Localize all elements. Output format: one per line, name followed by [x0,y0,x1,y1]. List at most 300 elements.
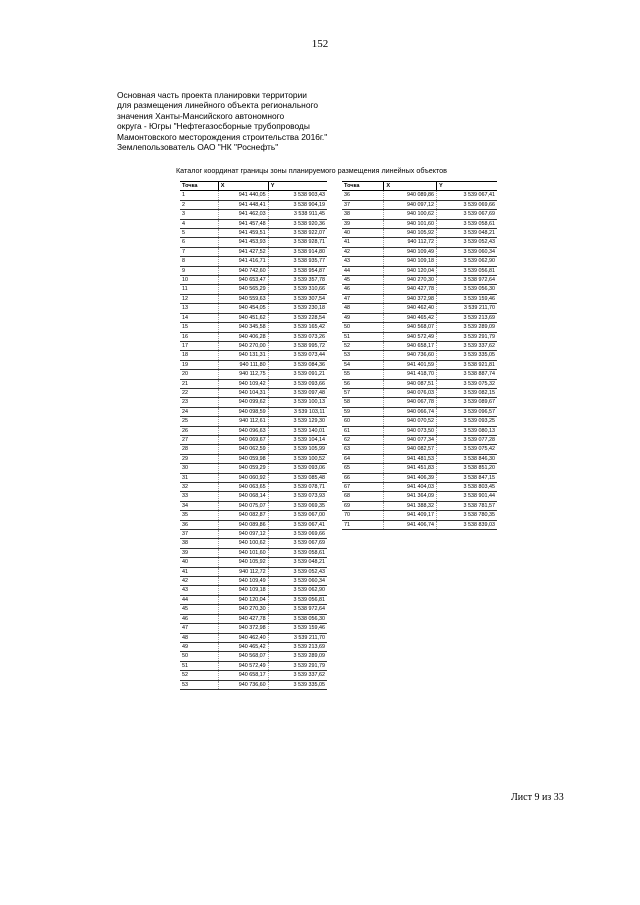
point-number-cell: 2 [180,200,218,209]
table-body-left [180,191,327,690]
table-header-row [342,182,497,191]
y-coordinate-cell: 3 539 310,66 [268,285,327,294]
point-number-cell: 60 [342,417,384,426]
y-coordinate-cell: 3 539 052,43 [268,567,327,576]
point-number-cell: 30 [180,464,218,473]
x-coordinate-cell: 941 409,17 [384,511,437,520]
point-number-cell: 28 [180,445,218,454]
y-coordinate-cell: 3 539 097,48 [268,388,327,397]
table-row [180,285,327,294]
point-number-cell: 4 [180,219,218,228]
x-coordinate-cell: 940 653,47 [218,276,268,285]
y-coordinate-cell: 3 539 060,34 [437,247,497,256]
point-number-cell: 46 [342,285,384,294]
table-row [180,530,327,539]
x-coordinate-cell: 940 109,42 [218,379,268,388]
x-coordinate-cell: 941 462,03 [218,210,268,219]
point-number-cell: 41 [180,567,218,576]
table-row [342,276,497,285]
table-row [342,191,497,200]
x-coordinate-cell: 940 406,28 [218,332,268,341]
y-coordinate-cell: 3 538 847,15 [437,473,497,482]
y-coordinate-cell: 3 539 096,57 [437,407,497,416]
table-row [342,238,497,247]
table-row [180,464,327,473]
table-row [180,370,327,379]
table-row [180,388,327,397]
table-body-right [342,191,497,530]
y-coordinate-cell: 3 539 067,41 [437,191,497,200]
y-coordinate-cell: 3 539 230,18 [268,304,327,313]
table-row [180,304,327,313]
x-coordinate-cell: 941 388,32 [384,501,437,510]
x-coordinate-cell: 941 459,51 [218,229,268,238]
table-row [180,257,327,266]
table-row [342,304,497,313]
x-coordinate-cell: 940 109,49 [218,577,268,586]
table-row [342,360,497,369]
point-number-cell: 15 [180,323,218,332]
column-header-y: Y [268,182,327,191]
table-row [180,341,327,350]
x-coordinate-cell: 940 462,40 [218,633,268,642]
point-number-cell: 64 [342,454,384,463]
point-number-cell: 39 [180,548,218,557]
y-coordinate-cell: 3 539 289,09 [268,652,327,661]
point-number-cell: 40 [180,558,218,567]
x-coordinate-cell: 940 568,07 [384,323,437,332]
y-coordinate-cell: 3 539 073,44 [268,351,327,360]
table-row [342,294,497,303]
point-number-cell: 7 [180,247,218,256]
table-row [180,633,327,642]
point-number-cell: 38 [342,210,384,219]
y-coordinate-cell: 3 539 069,66 [437,200,497,209]
x-coordinate-cell: 940 076,03 [384,388,437,397]
table-row [180,595,327,604]
x-coordinate-cell: 940 736,60 [218,680,268,689]
point-number-cell: 44 [180,595,218,604]
coordinates-table-right [342,181,497,530]
point-number-cell: 26 [180,426,218,435]
table-row [342,492,497,501]
table-row [180,680,327,689]
y-coordinate-cell: 3 539 357,78 [268,276,327,285]
y-coordinate-cell: 3 539 062,90 [437,257,497,266]
table-row [342,483,497,492]
y-coordinate-cell: 3 539 056,30 [437,285,497,294]
table-row [180,435,327,444]
x-coordinate-cell: 940 120,04 [384,266,437,275]
table-row [342,257,497,266]
point-number-cell: 37 [342,200,384,209]
point-number-cell: 1 [180,191,218,200]
table-row [180,539,327,548]
point-number-cell: 9 [180,266,218,275]
point-number-cell: 3 [180,210,218,219]
point-number-cell: 61 [342,426,384,435]
table-row [180,567,327,576]
y-coordinate-cell: 3 539 213,69 [437,313,497,322]
y-coordinate-cell: 3 539 291,79 [437,332,497,341]
table-row [180,407,327,416]
point-number-cell: 71 [342,520,384,529]
x-coordinate-cell: 940 087,51 [384,379,437,388]
point-number-cell: 37 [180,530,218,539]
y-coordinate-cell: 3 539 075,42 [437,445,497,454]
x-coordinate-cell: 940 454,05 [218,304,268,313]
point-number-cell: 24 [180,407,218,416]
table-row [342,417,497,426]
x-coordinate-cell: 940 109,49 [384,247,437,256]
y-coordinate-cell: 3 539 089,67 [437,398,497,407]
y-coordinate-cell: 3 539 093,25 [437,417,497,426]
y-coordinate-cell: 3 539 048,21 [268,558,327,567]
point-number-cell: 13 [180,304,218,313]
y-coordinate-cell: 3 538 914,80 [268,247,327,256]
y-coordinate-cell: 3 539 056,81 [437,266,497,275]
y-coordinate-cell: 3 538 935,77 [268,257,327,266]
x-coordinate-cell: 940 427,78 [384,285,437,294]
x-coordinate-cell: 941 457,48 [218,219,268,228]
x-coordinate-cell: 940 372,98 [218,624,268,633]
y-coordinate-cell: 3 539 159,46 [437,294,497,303]
y-coordinate-cell: 3 539 075,32 [437,379,497,388]
y-coordinate-cell: 3 539 091,21 [268,370,327,379]
point-number-cell: 45 [342,276,384,285]
x-coordinate-cell: 940 572,49 [218,661,268,670]
table-row [342,501,497,510]
y-coordinate-cell: 3 538 901,44 [437,492,497,501]
table-row [180,360,327,369]
x-coordinate-cell: 940 270,30 [384,276,437,285]
y-coordinate-cell: 3 538 928,71 [268,238,327,247]
point-number-cell: 50 [180,652,218,661]
y-coordinate-cell: 3 539 077,28 [437,435,497,444]
y-coordinate-cell: 3 539 062,90 [268,586,327,595]
x-coordinate-cell: 940 063,65 [218,483,268,492]
point-number-cell: 51 [180,661,218,670]
x-coordinate-cell: 941 406,74 [384,520,437,529]
table-row [180,473,327,482]
point-number-cell: 58 [342,398,384,407]
y-coordinate-cell: 3 539 078,71 [268,483,327,492]
point-number-cell: 20 [180,370,218,379]
table-row [342,388,497,397]
x-coordinate-cell: 941 401,59 [384,360,437,369]
table-row [180,417,327,426]
table-row [342,473,497,482]
x-coordinate-cell: 940 568,07 [218,652,268,661]
point-number-cell: 19 [180,360,218,369]
header-line: Землепользователь ОАО "НК "Роснефть" [117,142,279,153]
x-coordinate-cell: 940 098,59 [218,407,268,416]
y-coordinate-cell: 3 539 056,81 [268,595,327,604]
table-row [180,247,327,256]
y-coordinate-cell: 3 538 972,64 [268,605,327,614]
x-coordinate-cell: 940 101,60 [218,548,268,557]
point-number-cell: 54 [342,360,384,369]
y-coordinate-cell: 3 539 069,66 [268,530,327,539]
column-header-x: X [384,182,437,191]
x-coordinate-cell: 940 066,74 [384,407,437,416]
x-coordinate-cell: 940 105,92 [218,558,268,567]
x-coordinate-cell: 940 451,62 [218,313,268,322]
table-row [180,313,327,322]
point-number-cell: 10 [180,276,218,285]
x-coordinate-cell: 940 112,72 [384,238,437,247]
table-row [180,642,327,651]
y-coordinate-cell: 3 539 067,00 [268,511,327,520]
table-row [342,313,497,322]
point-number-cell: 59 [342,407,384,416]
y-coordinate-cell: 3 539 085,48 [268,473,327,482]
x-coordinate-cell: 940 109,18 [384,257,437,266]
table-row [342,426,497,435]
table-row [180,614,327,623]
point-number-cell: 18 [180,351,218,360]
table-row [180,426,327,435]
y-coordinate-cell: 3 539 211,70 [268,633,327,642]
x-coordinate-cell: 940 099,62 [218,398,268,407]
y-coordinate-cell: 3 538 954,87 [268,266,327,275]
table-row [180,605,327,614]
point-number-cell: 55 [342,370,384,379]
table-row [180,229,327,238]
x-coordinate-cell: 940 465,42 [384,313,437,322]
header-line: Мамонтовского месторождения строительства 2016г." [117,131,328,142]
y-coordinate-cell: 3 539 073,26 [268,332,327,341]
x-coordinate-cell: 940 658,17 [218,671,268,680]
point-number-cell: 32 [180,483,218,492]
x-coordinate-cell: 940 089,86 [384,191,437,200]
x-coordinate-cell: 940 101,60 [384,219,437,228]
point-number-cell: 56 [342,379,384,388]
y-coordinate-cell: 3 539 307,54 [268,294,327,303]
x-coordinate-cell: 940 082,57 [384,445,437,454]
y-coordinate-cell: 3 538 781,57 [437,501,497,510]
point-number-cell: 44 [342,266,384,275]
x-coordinate-cell: 940 097,12 [218,530,268,539]
point-number-cell: 47 [342,294,384,303]
x-coordinate-cell: 940 097,12 [384,200,437,209]
x-coordinate-cell: 940 067,78 [384,398,437,407]
table-row [342,464,497,473]
x-coordinate-cell: 940 742,60 [218,266,268,275]
y-coordinate-cell: 3 539 105,99 [268,445,327,454]
table-row [180,548,327,557]
table-row [180,266,327,275]
header-line: Основная часть проекта планировки территории [117,90,307,100]
x-coordinate-cell: 940 089,86 [218,520,268,529]
x-coordinate-cell: 940 658,17 [384,341,437,350]
y-coordinate-cell: 3 539 228,54 [268,313,327,322]
y-coordinate-cell: 3 539 082,15 [437,388,497,397]
x-coordinate-cell: 940 068,14 [218,492,268,501]
table-row [180,332,327,341]
table-row [180,492,327,501]
table-row [180,191,327,200]
y-coordinate-cell: 3 539 058,61 [268,548,327,557]
header-line: округа - Югры "Нефтегазосборные трубопроводы [117,121,310,132]
y-coordinate-cell: 3 539 073,93 [268,492,327,501]
point-number-cell: 70 [342,511,384,520]
x-coordinate-cell: 940 062,59 [218,445,268,454]
table-row [342,511,497,520]
point-number-cell: 48 [342,304,384,313]
table-row [342,229,497,238]
x-coordinate-cell: 940 112,72 [218,567,268,576]
x-coordinate-cell: 940 345,58 [218,323,268,332]
table-row [342,200,497,209]
table-row [180,577,327,586]
table-row [180,238,327,247]
table-row [180,276,327,285]
point-number-cell: 42 [342,247,384,256]
sheet-label: Лист 9 из 33 [511,792,564,803]
point-number-cell: 42 [180,577,218,586]
table-row [342,407,497,416]
point-number-cell: 48 [180,633,218,642]
table-row [180,445,327,454]
point-number-cell: 16 [180,332,218,341]
y-coordinate-cell: 3 538 972,64 [437,276,497,285]
table-header-row [180,182,327,191]
x-coordinate-cell: 940 105,92 [384,229,437,238]
point-number-cell: 21 [180,379,218,388]
point-number-cell: 67 [342,483,384,492]
table-row [180,323,327,332]
x-coordinate-cell: 941 481,53 [384,454,437,463]
table-row [342,266,497,275]
table-row [342,210,497,219]
table-row [342,398,497,407]
y-coordinate-cell: 3 539 140,01 [268,426,327,435]
x-coordinate-cell: 940 131,31 [218,351,268,360]
point-number-cell: 53 [180,680,218,689]
point-number-cell: 11 [180,285,218,294]
y-coordinate-cell: 3 538 904,19 [268,200,327,209]
x-coordinate-cell: 940 077,34 [384,435,437,444]
x-coordinate-cell: 941 404,03 [384,483,437,492]
y-coordinate-cell: 3 538 887,74 [437,370,497,379]
point-number-cell: 17 [180,341,218,350]
table-row [180,351,327,360]
x-coordinate-cell: 941 427,52 [218,247,268,256]
point-number-cell: 47 [180,624,218,633]
table-row [342,219,497,228]
y-coordinate-cell: 3 539 337,62 [437,341,497,350]
table-row [180,210,327,219]
table-row [180,483,327,492]
table-row [342,435,497,444]
point-number-cell: 25 [180,417,218,426]
y-coordinate-cell: 3 539 291,79 [268,661,327,670]
table-row [342,370,497,379]
column-header-y: Y [437,182,497,191]
x-coordinate-cell: 940 082,87 [218,511,268,520]
x-coordinate-cell: 940 559,63 [218,294,268,303]
y-coordinate-cell: 3 539 165,42 [268,323,327,332]
point-number-cell: 33 [180,492,218,501]
table-row [342,379,497,388]
x-coordinate-cell: 940 109,18 [218,586,268,595]
table-row [342,341,497,350]
y-coordinate-cell: 3 539 084,36 [268,360,327,369]
y-coordinate-cell: 3 539 211,70 [437,304,497,313]
point-number-cell: 45 [180,605,218,614]
table-row [342,247,497,256]
y-coordinate-cell: 3 538 921,81 [437,360,497,369]
y-coordinate-cell: 3 539 104,14 [268,435,327,444]
x-coordinate-cell: 940 104,31 [218,388,268,397]
table-row [342,332,497,341]
x-coordinate-cell: 941 448,41 [218,200,268,209]
y-coordinate-cell: 3 539 103,11 [268,407,327,416]
point-number-cell: 43 [180,586,218,595]
point-number-cell: 51 [342,332,384,341]
x-coordinate-cell: 940 070,52 [384,417,437,426]
x-coordinate-cell: 940 100,62 [384,210,437,219]
table-row [180,520,327,529]
x-coordinate-cell: 941 406,39 [384,473,437,482]
x-coordinate-cell: 940 060,92 [218,473,268,482]
x-coordinate-cell: 940 120,04 [218,595,268,604]
point-number-cell: 69 [342,501,384,510]
y-coordinate-cell: 3 538 839,03 [437,520,497,529]
y-coordinate-cell: 3 539 129,30 [268,417,327,426]
x-coordinate-cell: 940 112,61 [218,417,268,426]
y-coordinate-cell: 3 538 851,20 [437,464,497,473]
x-coordinate-cell: 940 736,60 [384,351,437,360]
table-row [180,398,327,407]
point-number-cell: 12 [180,294,218,303]
x-coordinate-cell: 940 073,50 [384,426,437,435]
x-coordinate-cell: 940 270,30 [218,605,268,614]
point-number-cell: 57 [342,388,384,397]
table-row [180,671,327,680]
y-coordinate-cell: 3 538 922,07 [268,229,327,238]
table-row [180,379,327,388]
x-coordinate-cell: 940 462,40 [384,304,437,313]
x-coordinate-cell: 940 111,80 [218,360,268,369]
x-coordinate-cell: 940 427,78 [218,614,268,623]
point-number-cell: 68 [342,492,384,501]
point-number-cell: 34 [180,501,218,510]
column-header-point: Точка [180,182,218,191]
point-number-cell: 62 [342,435,384,444]
x-coordinate-cell: 941 418,70 [384,370,437,379]
point-number-cell: 50 [342,323,384,332]
table-row [180,294,327,303]
x-coordinate-cell: 940 069,67 [218,435,268,444]
point-number-cell: 27 [180,435,218,444]
table-row [342,285,497,294]
y-coordinate-cell: 3 538 056,30 [268,614,327,623]
x-coordinate-cell: 941 416,71 [218,257,268,266]
point-number-cell: 35 [180,511,218,520]
x-coordinate-cell: 940 572,49 [384,332,437,341]
table-row [342,454,497,463]
y-coordinate-cell: 3 539 048,21 [437,229,497,238]
y-coordinate-cell: 3 538 846,30 [437,454,497,463]
y-coordinate-cell: 3 539 069,35 [268,501,327,510]
y-coordinate-cell: 3 539 080,13 [437,426,497,435]
table-row [180,200,327,209]
point-number-cell: 31 [180,473,218,482]
point-number-cell: 66 [342,473,384,482]
x-coordinate-cell: 940 059,29 [218,464,268,473]
